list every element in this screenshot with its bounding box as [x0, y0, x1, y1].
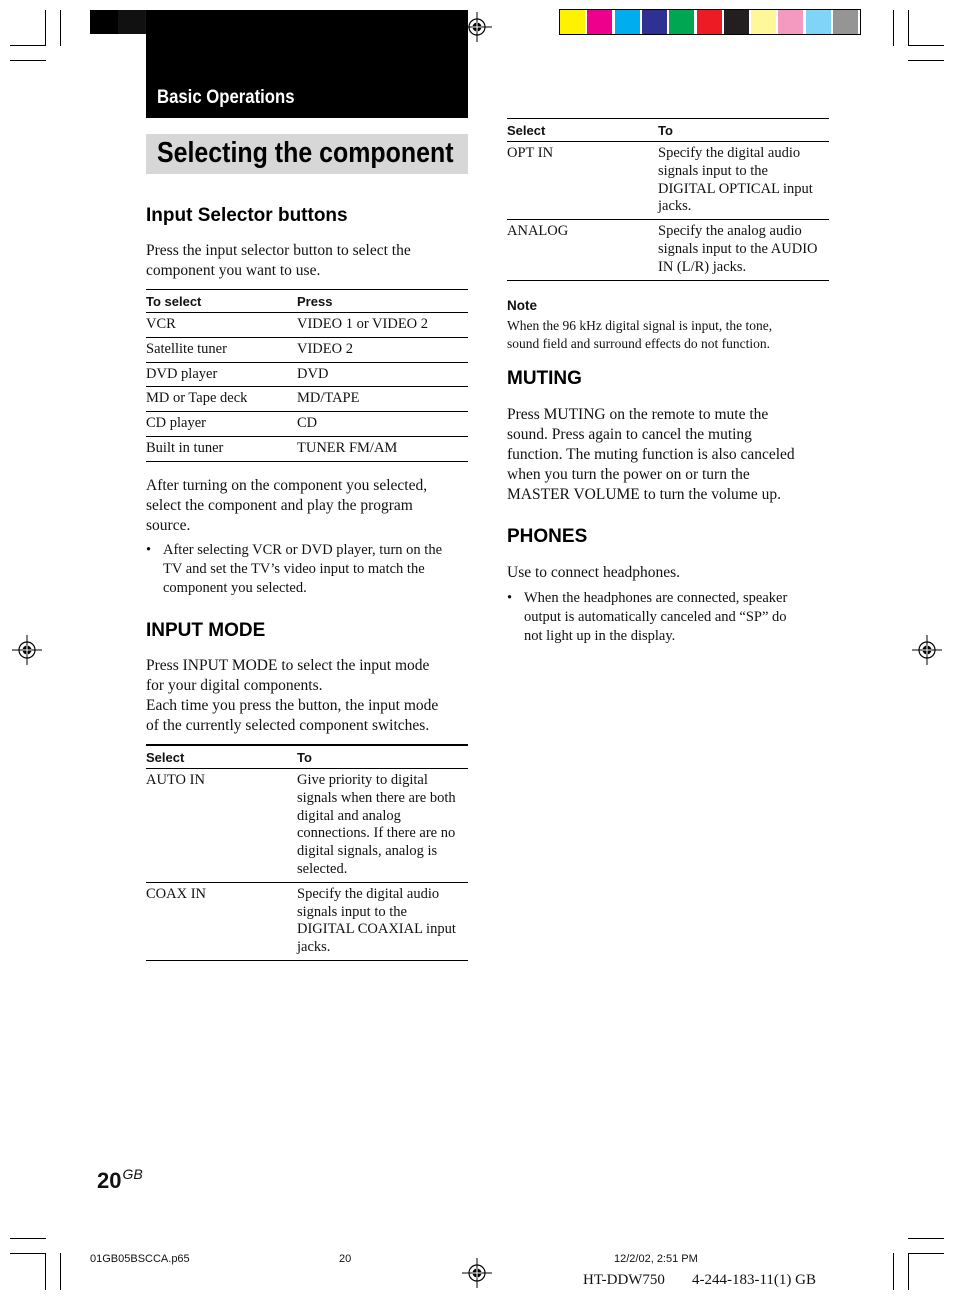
bullet-dot: •: [146, 542, 152, 558]
text-line: digital and analog: [297, 807, 401, 824]
page-number: [97, 1168, 143, 1194]
table-header-row: [146, 745, 468, 769]
registration-mark-icon: [12, 635, 42, 665]
text-line: for your digital components.: [146, 677, 323, 694]
text-line: signals input to the: [297, 903, 407, 920]
input-mode-intro: [146, 656, 438, 736]
table-cell: [297, 769, 468, 883]
crop-mark: [60, 1253, 61, 1290]
crop-mark: [908, 1253, 909, 1290]
input-selector-intro: [146, 241, 411, 281]
crop-mark: [908, 10, 909, 46]
color-swatch: [697, 10, 722, 34]
text-line: When the 96 kHz digital signal is input, the tone,: [507, 318, 773, 333]
table-row: [146, 387, 468, 412]
color-swatch: [615, 10, 640, 34]
phones-text: Use to connect headphones.: [507, 564, 681, 581]
text-line: select the component and play the program: [146, 497, 413, 514]
text-line: Press the input selector button to select the: [146, 242, 411, 259]
table-row: [507, 142, 829, 220]
table-row: [507, 220, 829, 280]
footer-code: 4-244-183-11(1) GB: [692, 1272, 817, 1288]
text-line: Specify the digital audio: [297, 885, 440, 902]
page-number-suffix: GB: [122, 1166, 143, 1182]
input-selector-heading: Input Selector buttons: [146, 205, 348, 226]
text-line: sound. Press again to cancel the muting: [507, 426, 752, 443]
table-cell: AUTO IN: [146, 769, 297, 883]
crop-mark: [45, 10, 46, 46]
table-cell: VIDEO 2: [297, 337, 468, 362]
color-swatch: [669, 10, 694, 34]
footer-date: 12/2/02, 2:51 PM: [614, 1253, 698, 1265]
table-cell: [658, 220, 829, 280]
color-swatch: [724, 10, 749, 34]
text-line: signals input to the AUDIO: [658, 240, 818, 257]
table-cell: DVD player: [146, 362, 297, 387]
table-cell: [658, 142, 829, 220]
table-row: [146, 313, 468, 338]
crop-mark: [893, 1253, 894, 1290]
table-header-row: [146, 290, 468, 313]
input-mode-heading: INPUT MODE: [146, 620, 266, 641]
table-cell: TUNER FM/AM: [297, 436, 468, 461]
text-line: of the currently selected component switches.: [146, 717, 430, 734]
table-row: [146, 769, 468, 883]
table-header: Press: [297, 290, 468, 313]
footer-page: 20: [339, 1253, 352, 1265]
crop-mark: [60, 10, 61, 46]
table-header: Select: [146, 745, 297, 769]
text-line: sound field and surround effects do not function.: [507, 335, 770, 351]
color-swatch: [806, 10, 831, 34]
gray-swatch: [91, 10, 118, 34]
table-cell: [297, 882, 468, 960]
text-line: digital signals, analog is: [297, 843, 438, 860]
muting-heading: MUTING: [507, 368, 582, 389]
table-row: [146, 436, 468, 461]
text-line: not light up in the display.: [524, 628, 676, 644]
crop-mark: [908, 1238, 944, 1239]
registration-mark-icon: [462, 1258, 492, 1288]
input-mode-table-continued: [507, 118, 829, 281]
text-line: output is automatically canceled and “SP” do: [524, 609, 787, 625]
table-cell: ANALOG: [507, 220, 658, 280]
footer-file: 01GB05BSCCA.p65: [90, 1253, 190, 1265]
crop-mark: [908, 60, 944, 61]
color-swatch: [778, 10, 803, 34]
text-line: signals when there are both: [297, 789, 456, 806]
text-line: selected.: [297, 860, 348, 877]
text-line: Press INPUT MODE to select the input mode: [146, 657, 430, 674]
text-line: Give priority to digital: [297, 772, 428, 788]
page-number-value: 20: [97, 1168, 122, 1193]
color-swatch: [642, 10, 667, 34]
section-title: Basic Operations: [157, 87, 295, 108]
input-selector-after: [146, 476, 427, 536]
table-header: To: [658, 119, 829, 142]
note-heading: Note: [507, 298, 537, 313]
table-cell: CD player: [146, 412, 297, 437]
table-cell: MD/TAPE: [297, 387, 468, 412]
bullet-text: [163, 541, 442, 598]
page-title: Selecting the component: [157, 137, 454, 169]
bullet-text: [524, 589, 787, 646]
table-cell: MD or Tape deck: [146, 387, 297, 412]
phones-bullet: [507, 589, 829, 649]
table-cell: VIDEO 1 or VIDEO 2: [297, 313, 468, 338]
text-line: IN (L/R) jacks.: [658, 258, 747, 275]
registration-mark-icon: [912, 635, 942, 665]
phones-heading: PHONES: [507, 526, 588, 547]
text-line: When the headphones are connected, speaker: [524, 590, 788, 606]
muting-text: [507, 405, 795, 505]
color-swatch: [560, 10, 585, 34]
table-cell: Built in tuner: [146, 436, 297, 461]
gray-swatch: [118, 10, 145, 34]
table-row: [146, 412, 468, 437]
color-swatch: [833, 10, 858, 34]
input-mode-table: [146, 744, 468, 961]
footer-model: HT-DDW750: [583, 1272, 665, 1288]
table-cell: COAX IN: [146, 882, 297, 960]
text-line: Specify the analog audio: [658, 223, 802, 240]
color-swatch: [587, 10, 612, 34]
table-cell: VCR: [146, 313, 297, 338]
text-line: TV and set the TV’s video input to match the: [163, 561, 425, 577]
text-line: component you want to use.: [146, 262, 321, 279]
table-header: To select: [146, 290, 297, 313]
text-line: component you selected.: [163, 580, 307, 596]
note-text: [507, 317, 772, 352]
crop-mark: [10, 45, 46, 46]
table-cell: DVD: [297, 362, 468, 387]
input-selector-bullet: [146, 541, 468, 601]
table-cell: CD: [297, 412, 468, 437]
text-line: DIGITAL OPTICAL input: [658, 180, 813, 197]
text-line: After selecting VCR or DVD player, turn on the: [163, 542, 443, 558]
crop-mark: [10, 1253, 46, 1254]
table-row: [146, 882, 468, 960]
color-swatch: [751, 10, 776, 34]
text-line: After turning on the component you selected,: [146, 477, 428, 494]
table-cell: Satellite tuner: [146, 337, 297, 362]
crop-mark: [10, 1238, 46, 1239]
crop-mark: [908, 1253, 944, 1254]
text-line: source.: [146, 517, 191, 534]
table-header-row: [507, 119, 829, 142]
text-line: DIGITAL COAXIAL input: [297, 921, 456, 938]
crop-mark: [908, 45, 944, 46]
crop-mark: [10, 60, 46, 61]
table-header: To: [297, 745, 468, 769]
text-line: function. The muting function is also canceled: [507, 446, 795, 463]
text-line: Specify the digital audio: [658, 145, 801, 161]
table-cell: OPT IN: [507, 142, 658, 220]
text-line: jacks.: [297, 939, 331, 956]
text-line: jacks.: [658, 198, 692, 215]
table-row: [146, 362, 468, 387]
text-line: MASTER VOLUME to turn the volume up.: [507, 486, 781, 503]
text-line: signals input to the: [658, 162, 768, 179]
text-line: Press MUTING on the remote to mute the: [507, 406, 769, 423]
text-line: connections. If there are no: [297, 825, 456, 842]
crop-mark: [45, 1253, 46, 1290]
bullet-dot: •: [507, 590, 513, 606]
table-row: [146, 337, 468, 362]
input-selector-table: [146, 289, 468, 462]
table-header: Select: [507, 119, 658, 142]
text-line: Each time you press the button, the input mode: [146, 697, 439, 714]
text-line: when you turn the power on or turn the: [507, 466, 750, 483]
crop-mark: [893, 10, 894, 46]
